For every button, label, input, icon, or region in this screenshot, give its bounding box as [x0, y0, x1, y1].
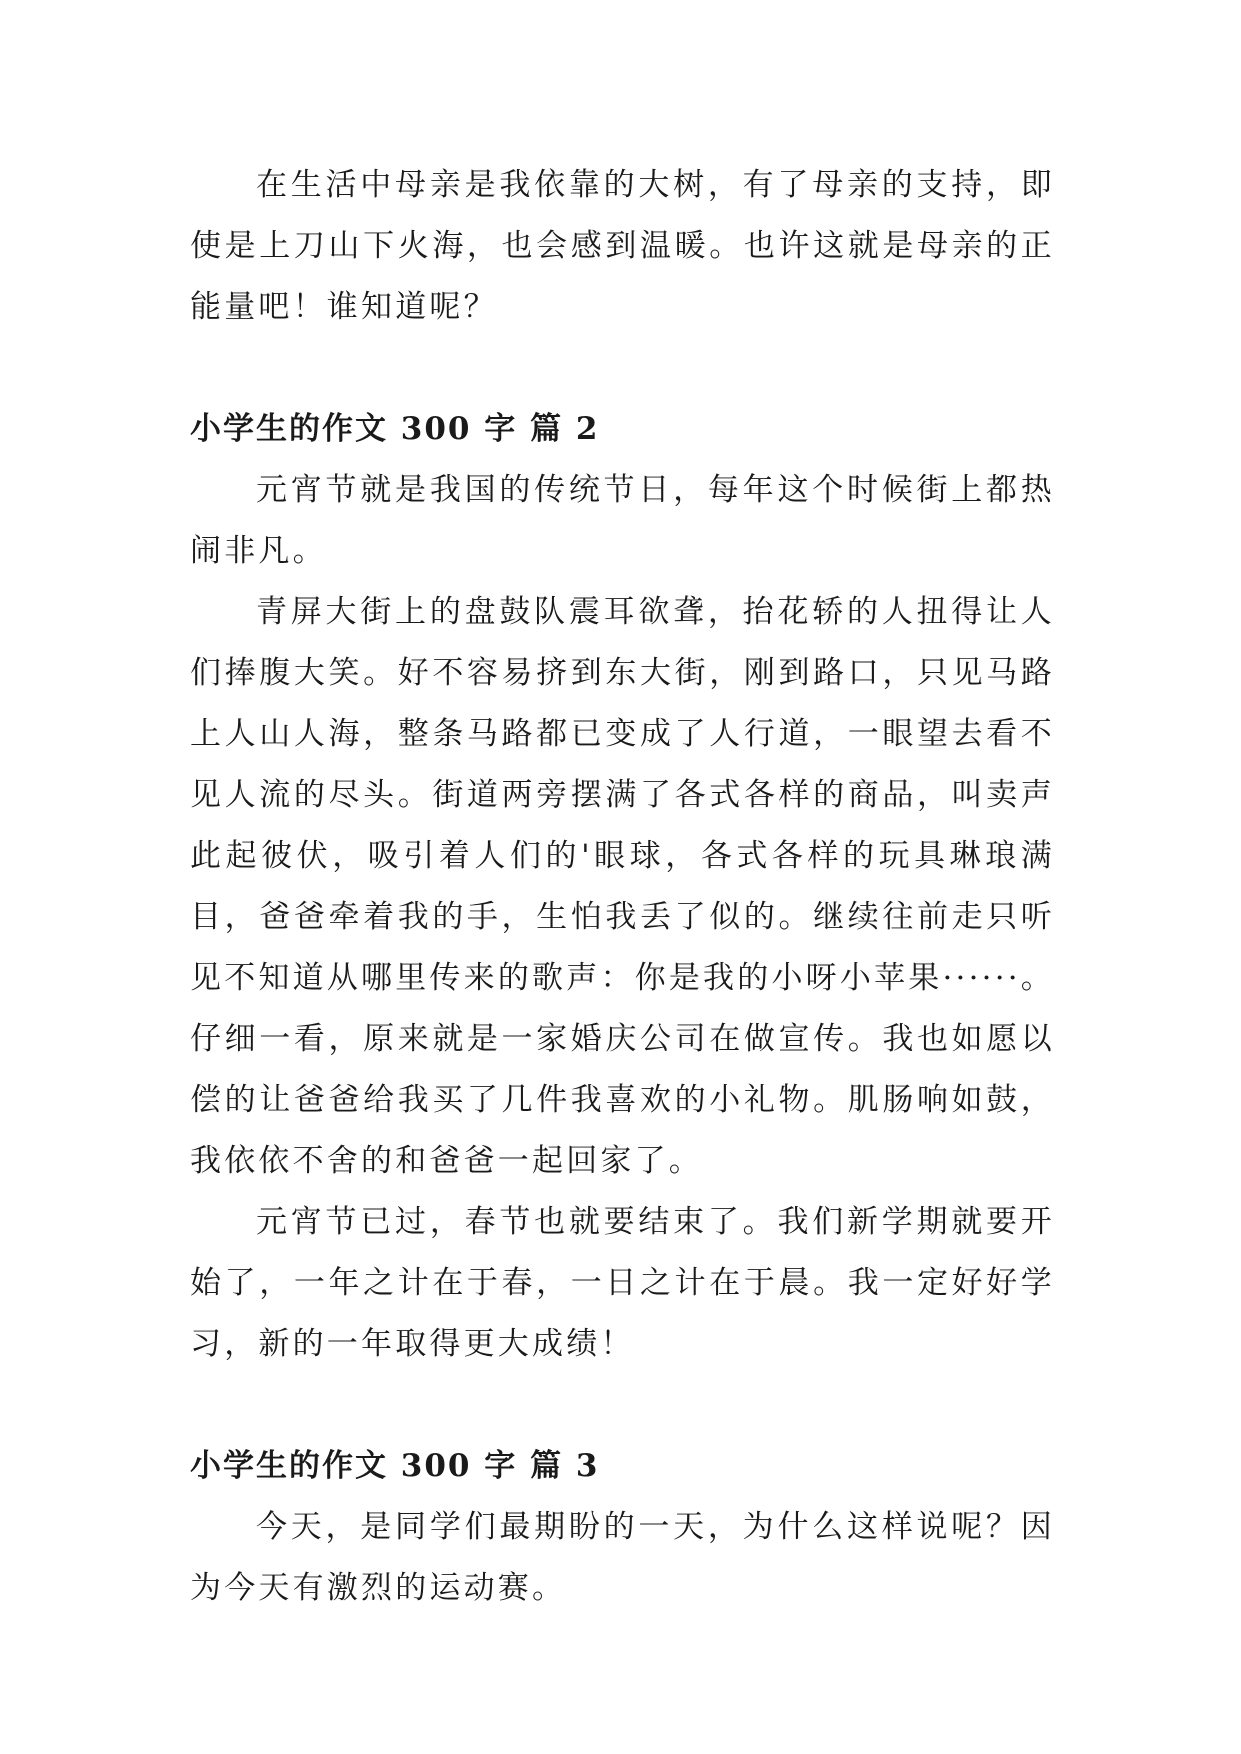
- document-page: [190, 155, 1055, 1619]
- paragraph-lantern-festival-intro: 元宵节就是我国的传统节日，每年这个时候街上都热闹非凡。: [190, 472, 1055, 569]
- section-heading-2: 小学生的作文 300 字 篇 2: [190, 411, 600, 447]
- paragraph-street-scene: 青屏大街上的盘鼓队震耳欲聋，抬花轿的人扭得让人们捧腹大笑。好不容易挤到东大街，刚到路口，只见马路上人山人海，整条马路都已变成了人行道，一眼望去看不见人流的尽头。街道两旁摆满了各式各样的商品，叫卖声此起彼伏，吸引着人们的'眼球，各式各样的玩具琳琅满目，爸爸牵着我的手，生怕我丢了似的。继续往前走只听见不知道从哪里传来的歌声：你是我的小呀小苹果······。仔细一看，原来就是一家婚庆公司在做宣传。我也如愿以偿的让爸爸给我买了几件我喜欢的小礼物。肌肠响如鼓，我依依不舍的和爸爸一起回家了。: [190, 594, 1055, 1179]
- section-heading-3: 小学生的作文 300 字 篇 3: [190, 1448, 600, 1484]
- paragraph-new-semester: 元宵节已过，春节也就要结束了。我们新学期就要开始了，一年之计在于春，一日之计在于晨。我一定好好学习，新的一年取得更大成绩！: [190, 1204, 1055, 1362]
- paragraph-sports-day: 今天，是同学们最期盼的一天，为什么这样说呢？因为今天有激烈的运动赛。: [190, 1509, 1055, 1606]
- paragraph-mother-tree: 在生活中母亲是我依靠的大树，有了母亲的支持，即使是上刀山下火海，也会感到温暖。也许这就是母亲的正能量吧！谁知道呢？: [190, 167, 1055, 325]
